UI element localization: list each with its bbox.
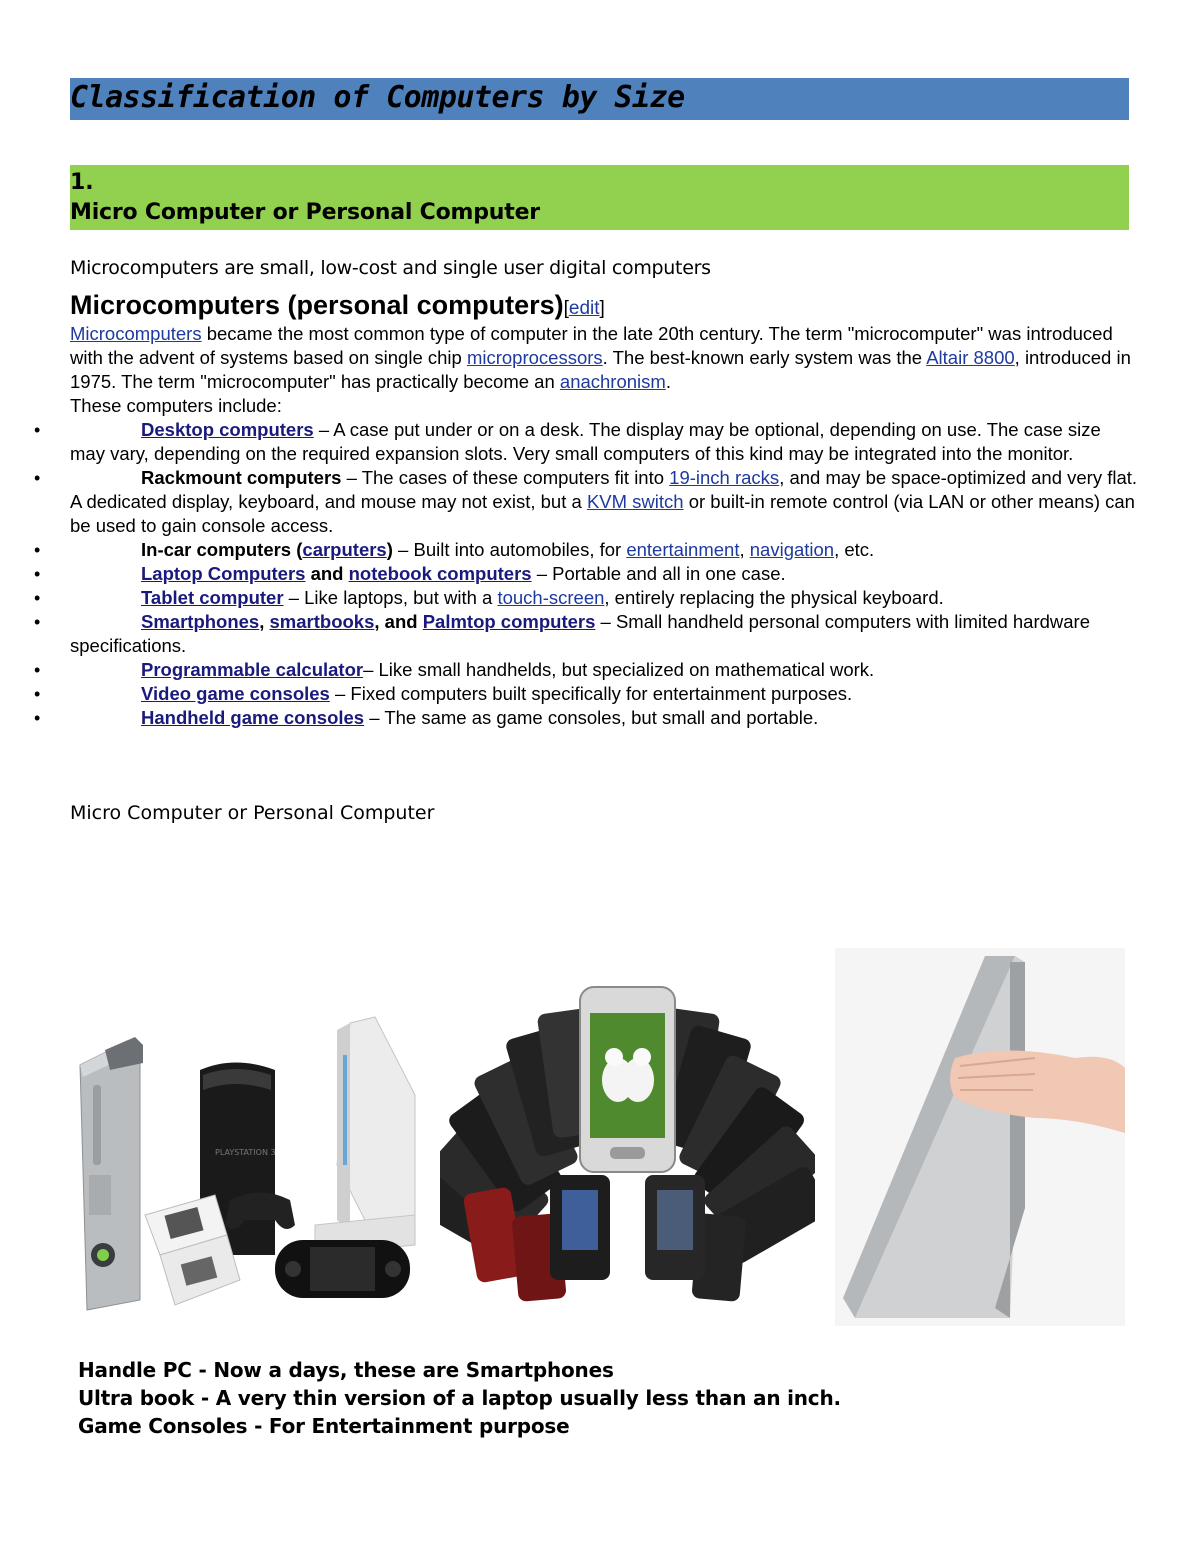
link-microcomputers[interactable]: Microcomputers — [70, 323, 202, 344]
article-body — [34, 322, 1140, 730]
bullet: • — [34, 564, 41, 584]
item-bold: ) — [386, 539, 393, 560]
note-game-consoles: Game Consoles - For Entertainment purpose — [78, 1414, 570, 1438]
link-microprocessors[interactable]: microprocessors — [466, 347, 603, 368]
list-intro: These computers include: — [70, 395, 282, 416]
link-navigation[interactable]: navigation — [749, 539, 835, 560]
item-text: – The cases of these computers fit into — [341, 467, 670, 488]
item-bold: Rackmount computers — [141, 467, 342, 488]
bullet: • — [34, 708, 41, 728]
bullet: • — [34, 588, 41, 608]
ps3-logo: PLAYSTATION 3 — [215, 1148, 276, 1157]
item-text: – Small handheld personal computers with limited hardware specifications. — [70, 611, 1091, 656]
paragraph-text: . — [665, 371, 671, 392]
bullet: • — [34, 420, 41, 440]
item-bold: In-car computers ( — [141, 539, 303, 560]
item-text: – Like small handhelds, but specialized on mathematical work. — [363, 659, 875, 680]
list-item — [34, 682, 1140, 706]
edit-bracket-open: [ — [563, 298, 569, 319]
bullet: • — [34, 540, 41, 560]
item-text: or built-in remote control (via LAN or other means) can be used to gain console access. — [70, 491, 1135, 536]
subheading — [70, 290, 605, 321]
paragraph-text: became the most common type of computer in the late 20th century. The term "microcomputer" was introduced with the advent of systems based on single chip — [70, 323, 1113, 368]
item-bold: and — [305, 563, 349, 584]
section-heading: Micro Computer or Personal Computer — [70, 200, 540, 225]
item-text: – A case put under or on a desk. The display may be optional, depending on use. The case size may vary, depending on the required expansion slots. Very small computers of this kind may be integrated into the monitor. — [70, 419, 1101, 464]
link-programmable-calculator[interactable]: Programmable calculator — [141, 659, 364, 680]
xbox-console — [80, 1037, 143, 1310]
list-item — [34, 610, 1140, 658]
bullet: • — [34, 660, 41, 680]
link-kvm-switch[interactable]: KVM switch — [586, 491, 684, 512]
item-text: – Like laptops, but with a — [283, 587, 498, 608]
smartphones-image — [440, 985, 815, 1315]
edit-section — [564, 298, 605, 319]
link-19-inch-racks[interactable]: 19-inch racks — [669, 467, 780, 488]
link-palmtop-computers[interactable]: Palmtop computers — [422, 611, 596, 632]
images-caption: Micro Computer or Personal Computer — [70, 802, 435, 824]
list-item — [34, 586, 1140, 610]
link-tablet-computer[interactable]: Tablet computer — [141, 587, 284, 608]
computer-types-list — [34, 418, 1140, 730]
edit-bracket-close: ] — [599, 298, 605, 319]
document-title: Classification of Computers by Size — [70, 80, 685, 115]
link-video-game-consoles[interactable]: Video game consoles — [141, 683, 330, 704]
psp-handheld — [275, 1240, 410, 1298]
center-phone — [580, 987, 675, 1172]
link-entertainment[interactable]: entertainment — [626, 539, 740, 560]
subheading-text: Microcomputers (personal computers) — [70, 290, 564, 320]
device-notes — [78, 1356, 841, 1440]
bullet: • — [34, 468, 41, 488]
link-altair-8800[interactable]: Altair 8800 — [926, 347, 1015, 368]
paragraph-text: , introduced in 1975. The term "microcomputer" has practically become an — [70, 347, 1131, 392]
bullet: • — [34, 684, 41, 704]
link-smartphones[interactable]: Smartphones — [141, 611, 260, 632]
item-text: – Fixed computers built specifically for entertainment purposes. — [329, 683, 853, 704]
link-touch-screen[interactable]: touch-screen — [497, 587, 605, 608]
edit-link[interactable]: edit — [568, 298, 600, 319]
item-bold: , and — [374, 611, 423, 632]
item-text: , and may be space-optimized and very flat. A dedicated display, keyboard, and mouse may not exist, but a — [70, 467, 1138, 512]
list-item — [34, 538, 1140, 562]
link-carputers[interactable]: carputers — [302, 539, 387, 560]
list-item — [34, 418, 1140, 466]
intro-text: Microcomputers are small, low-cost and single user digital computers — [70, 257, 711, 279]
item-text: – The same as game consoles, but small and portable. — [364, 707, 819, 728]
game-consoles-image — [75, 1015, 420, 1315]
list-item — [34, 706, 1140, 730]
item-text: – Built into automobiles, for — [392, 539, 627, 560]
note-handle-pc: Handle PC - Now a days, these are Smartphones — [78, 1358, 614, 1382]
ultrabook-image — [835, 948, 1125, 1326]
bullet: • — [34, 612, 41, 632]
paragraph-text: . The best-known early system was the — [602, 347, 927, 368]
item-bold: , — [259, 611, 270, 632]
link-desktop-computers[interactable]: Desktop computers — [141, 419, 314, 440]
item-text: , — [739, 539, 750, 560]
link-laptop-computers[interactable]: Laptop Computers — [141, 563, 306, 584]
link-handheld-game-consoles[interactable]: Handheld game consoles — [141, 707, 365, 728]
link-notebook-computers[interactable]: notebook computers — [348, 563, 532, 584]
link-anachronism[interactable]: anachronism — [559, 371, 666, 392]
item-text: , etc. — [834, 539, 875, 560]
item-text: , entirely replacing the physical keyboard. — [604, 587, 944, 608]
list-item — [34, 658, 1140, 682]
note-ultra-book: Ultra book - A very thin version of a laptop usually less than an inch. — [78, 1386, 841, 1410]
list-item — [34, 562, 1140, 586]
wii-console — [315, 1017, 415, 1255]
list-item — [34, 466, 1140, 538]
item-text: – Portable and all in one case. — [531, 563, 786, 584]
intro-paragraph — [70, 322, 1140, 394]
section-number: 1. — [70, 170, 94, 195]
link-smartbooks[interactable]: smartbooks — [269, 611, 375, 632]
